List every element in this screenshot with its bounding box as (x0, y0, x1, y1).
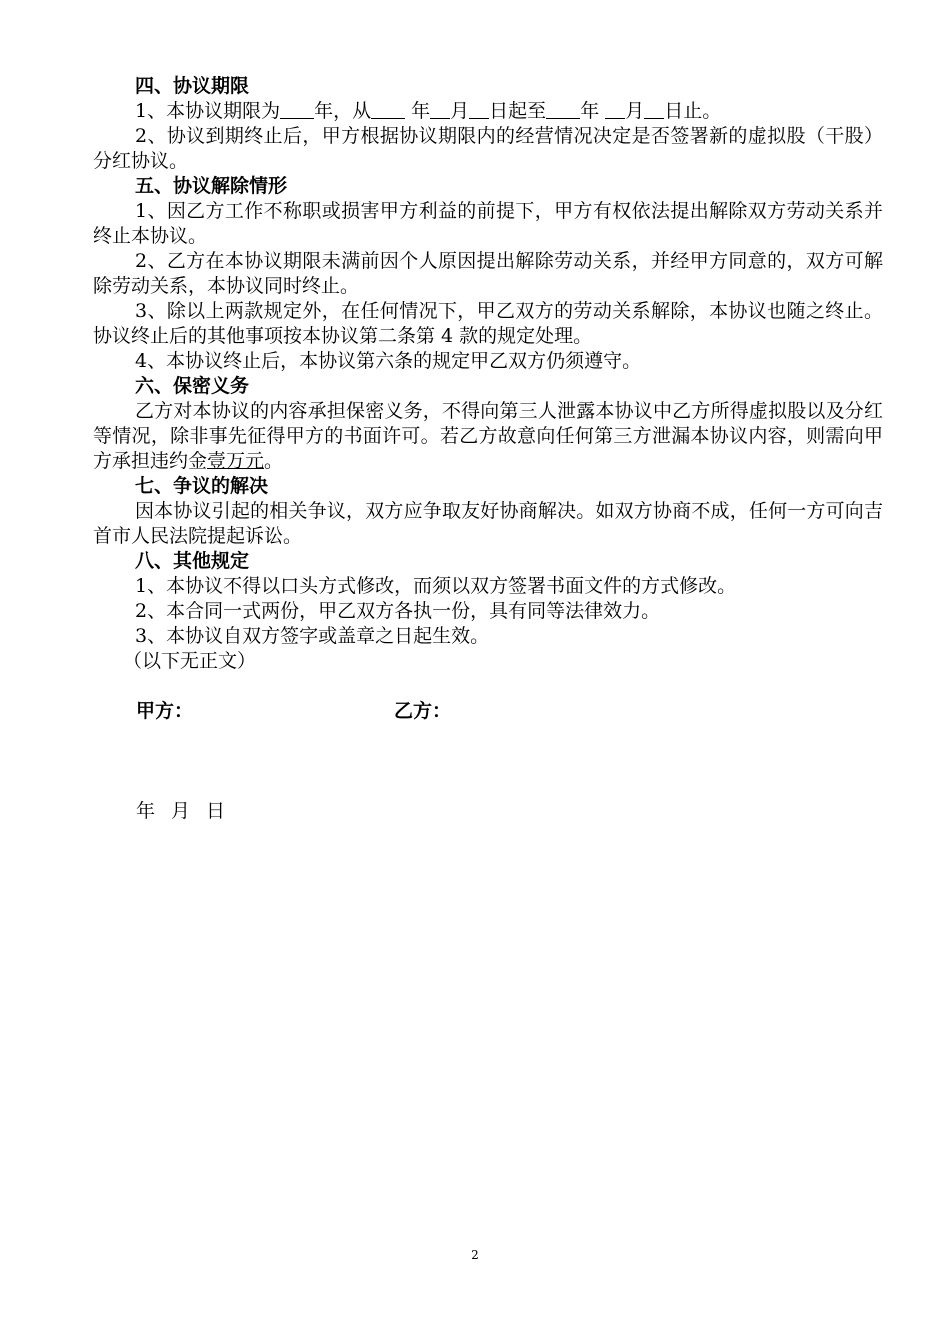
section-5-title: 五、协议解除情形 (135, 175, 288, 197)
section-6-title: 六、保密义务 (135, 375, 250, 397)
section-5-para-4: 4、本协议终止后，本协议第六条的规定甲乙双方仍须遵守。 (135, 350, 642, 372)
signing-date (136, 796, 241, 823)
section-5-para-1: 1、因乙方工作不称职或损害甲方利益的前提下，甲方有权依法提出解除双方劳动关系并终止本协议。 (93, 200, 883, 247)
blank-start-month (430, 99, 450, 119)
date-month-label: 月 (171, 800, 193, 822)
section-7-title: 七、争议的解决 (135, 475, 269, 497)
signature-row (136, 696, 736, 722)
section-6-para-1: 乙方对本协议的内容承担保密义务，不得向第三人泄露本协议中乙方所得虚拟股以及分红等情况，除非事先征得甲方的书面许可。若乙方故意向任何第三方泄漏本协议内容，则需向甲方承担违约金壹万元。 (93, 400, 883, 472)
date-year-label: 年 (136, 800, 158, 822)
blank-end-month (605, 99, 625, 119)
section-4-title: 四、协议期限 (135, 75, 250, 97)
date-day-label: 日 (206, 800, 228, 822)
section-7-para-1: 因本协议引起的相关争议，双方应争取友好协商解决。如双方协商不成，任何一方可向吉首市人民法院提起诉讼。 (93, 500, 883, 547)
section-8-para-2: 2、本合同一式两份，甲乙双方各执一份，具有同等法律效力。 (135, 600, 661, 622)
document-body (93, 74, 883, 674)
section-5-para-3: 3、除以上两款规定外，在任何情况下，甲乙双方的劳动关系解除，本协议也随之终止。协议终止后的其他事项按本协议第二条第 4 款的规定处理。 (93, 300, 883, 347)
page-number: 2 (471, 1248, 479, 1262)
blank-end-year (546, 99, 580, 119)
blank-years (280, 99, 314, 119)
penalty-amount: 壹万元 (207, 450, 265, 472)
blank-start-year (371, 99, 405, 119)
section-8-para-1: 1、本协议不得以口头方式修改，而须以双方签署书面文件的方式修改。 (135, 575, 737, 597)
blank-start-day (469, 99, 489, 119)
blank-end-day (644, 99, 664, 119)
end-of-text-note: （以下无正文） (123, 650, 257, 672)
section-4-para-1: 1、本协议期限为 年，从 年 月 日起至 年 月 日止。 (135, 100, 722, 122)
party-a-label: 甲方： (136, 700, 194, 722)
section-5-para-2: 2、乙方在本协议期限未满前因个人原因提出解除劳动关系，并经甲方同意的，双方可解除劳动关系，本协议同时终止。 (93, 250, 883, 297)
party-b-label: 乙方： (394, 700, 452, 722)
section-8-title: 八、其他规定 (135, 550, 250, 572)
section-8-para-3: 3、本协议自双方签字或盖章之日起生效。 (135, 625, 490, 647)
section-4-para-2: 2、协议到期终止后，甲方根据协议期限内的经营情况决定是否签署新的虚拟股（干股）分红协议。 (93, 125, 883, 172)
